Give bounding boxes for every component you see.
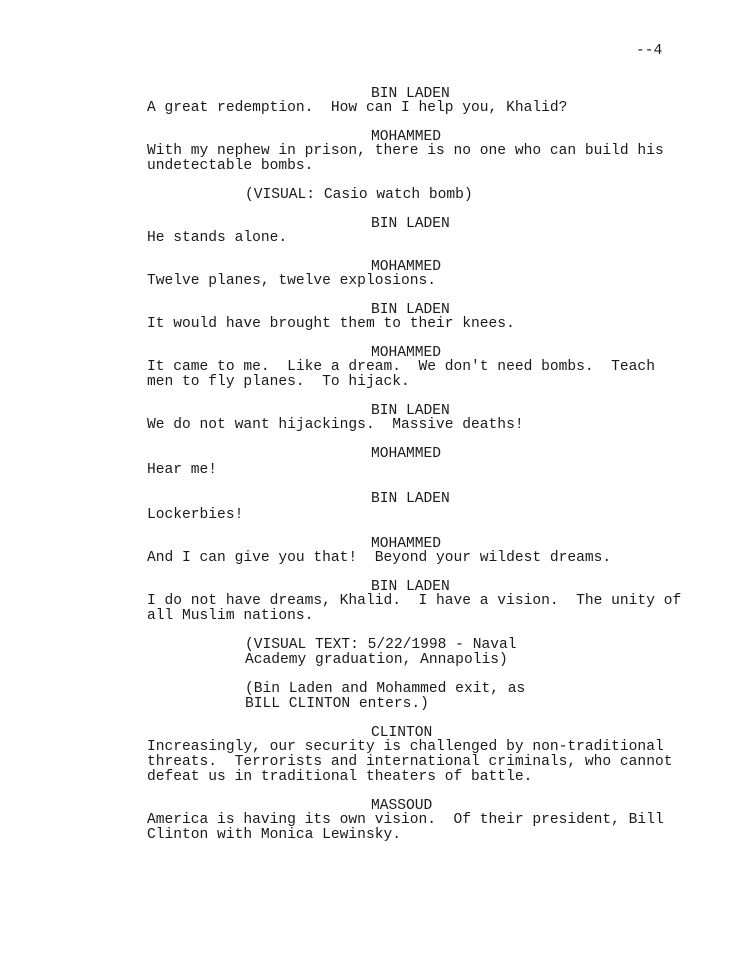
direction-line: (VISUAL: Casio watch bomb)	[245, 187, 473, 203]
character-name: MASSOUD	[371, 798, 433, 814]
dialogue-line: Clinton with Monica Lewinsky.	[147, 827, 401, 843]
dialogue-block	[147, 799, 727, 843]
screenplay-body	[147, 87, 727, 843]
dialogue-line: We do not want hijackings. Massive deaths!	[147, 417, 524, 433]
dialogue-line: America is having its own vision. Of their president, Bill	[147, 812, 664, 828]
character-name: BIN LADEN	[371, 403, 450, 419]
character-name: BIN LADEN	[371, 491, 450, 507]
character-name: BIN LADEN	[371, 302, 450, 318]
character-name: MOHAMMED	[371, 345, 442, 361]
dialogue-line: men to fly planes. To hijack.	[147, 374, 410, 390]
character-name: BIN LADEN	[371, 579, 450, 595]
dialogue-block	[147, 303, 727, 332]
dialogue-line: It would have brought them to their knees.	[147, 316, 515, 332]
stage-direction	[147, 682, 727, 712]
dialogue-line: Lockerbies!	[147, 507, 244, 523]
direction-line: Academy graduation, Annapolis)	[245, 652, 508, 668]
dialogue-line: Twelve planes, twelve explosions.	[147, 273, 437, 289]
dialogue-block	[147, 346, 727, 390]
dialogue-line: He stands alone.	[147, 230, 288, 246]
character-name: MOHAMMED	[371, 446, 442, 462]
character-name: MOHAMMED	[371, 129, 442, 145]
character-name: BIN LADEN	[371, 216, 450, 232]
direction-line: BILL CLINTON enters.)	[245, 696, 429, 712]
dialogue-block	[147, 130, 727, 174]
character-name: MOHAMMED	[371, 259, 442, 275]
dialogue-block	[147, 87, 727, 116]
character-name: CLINTON	[371, 725, 433, 741]
dialogue-line: I do not have dreams, Khalid. I have a vision. The unity of	[147, 593, 682, 609]
direction-line: (VISUAL TEXT: 5/22/1998 - Naval	[245, 637, 517, 653]
dialogue-line: defeat us in traditional theaters of battle.	[147, 769, 533, 785]
dialogue-line: Hear me!	[147, 462, 218, 478]
direction-line: (Bin Laden and Mohammed exit, as	[245, 681, 526, 697]
dialogue-block	[147, 447, 727, 478]
character-name: MOHAMMED	[371, 536, 442, 552]
dialogue-block	[147, 492, 727, 523]
dialogue-line: Increasingly, our security is challenged by non-traditional	[147, 739, 664, 755]
dialogue-block	[147, 537, 727, 566]
dialogue-block	[147, 726, 727, 785]
dialogue-line: And I can give you that! Beyond your wildest dreams.	[147, 550, 612, 566]
dialogue-line: With my nephew in prison, there is no one who can build his	[147, 143, 664, 159]
dialogue-block	[147, 217, 727, 246]
page-number: --4	[636, 43, 663, 59]
dialogue-block	[147, 260, 727, 289]
dialogue-block	[147, 404, 727, 433]
dialogue-line: It came to me. Like a dream. We don't need bombs. Teach	[147, 359, 655, 375]
stage-direction	[147, 188, 727, 203]
stage-direction	[147, 638, 727, 668]
dialogue-block	[147, 580, 727, 624]
dialogue-line: undetectable bombs.	[147, 158, 314, 174]
dialogue-line: threats. Terrorists and international criminals, who cannot	[147, 754, 673, 770]
character-name: BIN LADEN	[371, 86, 450, 102]
dialogue-line: all Muslim nations.	[147, 608, 314, 624]
dialogue-line: A great redemption. How can I help you, Khalid?	[147, 100, 568, 116]
